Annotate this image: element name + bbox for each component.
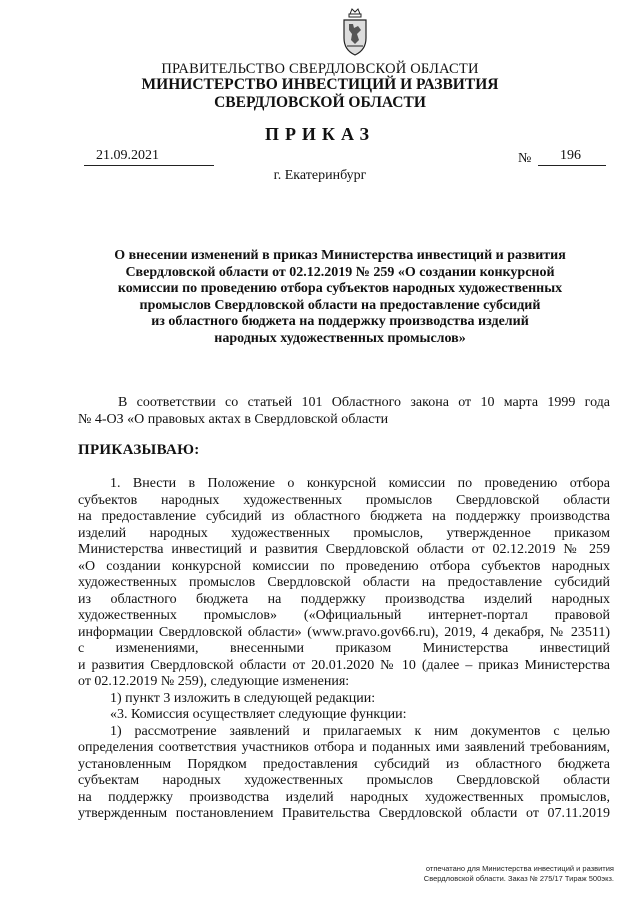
body-line: 1) пункт 3 изложить в следующей редакции: xyxy=(110,690,376,706)
body-line: из областного бюджета на поддержку производства изделий народных xyxy=(78,591,610,607)
ministry-name-line-1: МИНИСТЕРСТВО ИНВЕСТИЦИЙ И РАЗВИТИЯ xyxy=(141,76,499,93)
body-line: на поддержку производства изделий народных художественных промыслов, xyxy=(78,789,610,805)
ministry-name-line-2: СВЕРДЛОВСКОЙ ОБЛАСТИ xyxy=(214,94,426,111)
body-line: 1. Внести в Положение о конкурсной комиссии по проведению отбора xyxy=(110,476,610,491)
footer-line-1: отпечатано для Министерства инвестиций и развития xyxy=(425,864,614,873)
body-line: изделий народных художественных промыслов, утвержденное приказом xyxy=(78,525,610,541)
body-line: определения соответствия участников отбора и поданных ими заявлений требованиям, xyxy=(78,740,610,755)
body-line: 1) рассмотрение заявлений и прилагаемых к ним документов с целью xyxy=(110,723,610,739)
body-line: информации Свердловской области» (www.pravo.gov66.ru), 2019, 4 декабря, № 23511) xyxy=(78,624,610,640)
title-line: народных художественных промыслов» xyxy=(214,330,466,346)
body-line: установленным Порядком предоставления субсидий из областного бюджета xyxy=(78,756,610,772)
body-line: художественных промыслов» («Официальный интернет-портал правовой xyxy=(78,608,610,623)
body-line: субъектов народных художественных промыслов Свердловской области xyxy=(78,492,610,508)
title-line: промыслов Свердловской области на предоставление субсидий xyxy=(139,297,541,313)
date-underline xyxy=(84,165,214,166)
body-line: художественных промыслов Свердловской области на предоставление субсидий xyxy=(78,575,610,590)
sverdlovsk-coat-of-arms-icon xyxy=(341,8,369,58)
preamble-line-1: В соответствии со статьей 101 Областного закона от 10 марта 1999 года xyxy=(118,395,610,410)
title-line: комиссии по проведению отбора субъектов народных художественных xyxy=(117,281,563,296)
orders-heading: ПРИКАЗЫВАЮ: xyxy=(78,442,200,458)
government-name: ПРАВИТЕЛЬСТВО СВЕРДЛОВСКОЙ ОБЛАСТИ xyxy=(161,61,479,77)
print-footer xyxy=(390,864,614,883)
body-line: «3. Комиссия осуществляет следующие функции: xyxy=(110,707,407,722)
title-line: из областного бюджета на поддержку производства изделий xyxy=(151,314,529,329)
body-line: от 02.12.2019 № 259), следующие изменения: xyxy=(78,674,350,689)
body-line: субъектам народных художественных промыслов Свердловской области xyxy=(78,773,610,788)
ministry-name xyxy=(0,76,640,112)
body-line: Министерства инвестиций и развития Свердловской области от 02.12.2019 № 259 xyxy=(78,542,610,557)
document-type: ПРИКАЗ xyxy=(264,124,376,144)
city: г. Екатеринбург xyxy=(273,168,367,183)
body-line: с изменениями, внесенными приказом Министерства инвестиций xyxy=(78,641,610,656)
number-sign: № xyxy=(518,151,532,166)
title-line: О внесении изменений в приказ Министерства инвестиций и развития xyxy=(114,248,566,263)
number-underline xyxy=(538,165,606,166)
document-title xyxy=(100,248,580,347)
document-date: 21.09.2021 xyxy=(96,148,159,163)
preamble xyxy=(78,395,610,428)
body-line: утвержденным постановлением Правительства Свердловской области от 07.11.2019 xyxy=(78,806,610,821)
footer-line-2: Свердловской области. Заказ № 275/17 Тираж 500экз. xyxy=(423,873,614,883)
document-number: 196 xyxy=(560,148,581,163)
body-line: «О создании конкурсной комиссии по проведению отбора субъектов народных xyxy=(78,558,610,574)
order-body xyxy=(78,476,610,823)
body-line: на предоставление субсидий из областного бюджета на поддержку производства xyxy=(78,509,610,524)
preamble-line-2: № 4-ОЗ «О правовых актах в Свердловской области xyxy=(78,411,389,427)
body-line: и развития Свердловской области от 20.01.2020 № 10 (далее – приказ Министерства xyxy=(78,657,610,673)
title-line: Свердловской области от 02.12.2019 № 259 «О создании конкурсной xyxy=(125,264,555,280)
